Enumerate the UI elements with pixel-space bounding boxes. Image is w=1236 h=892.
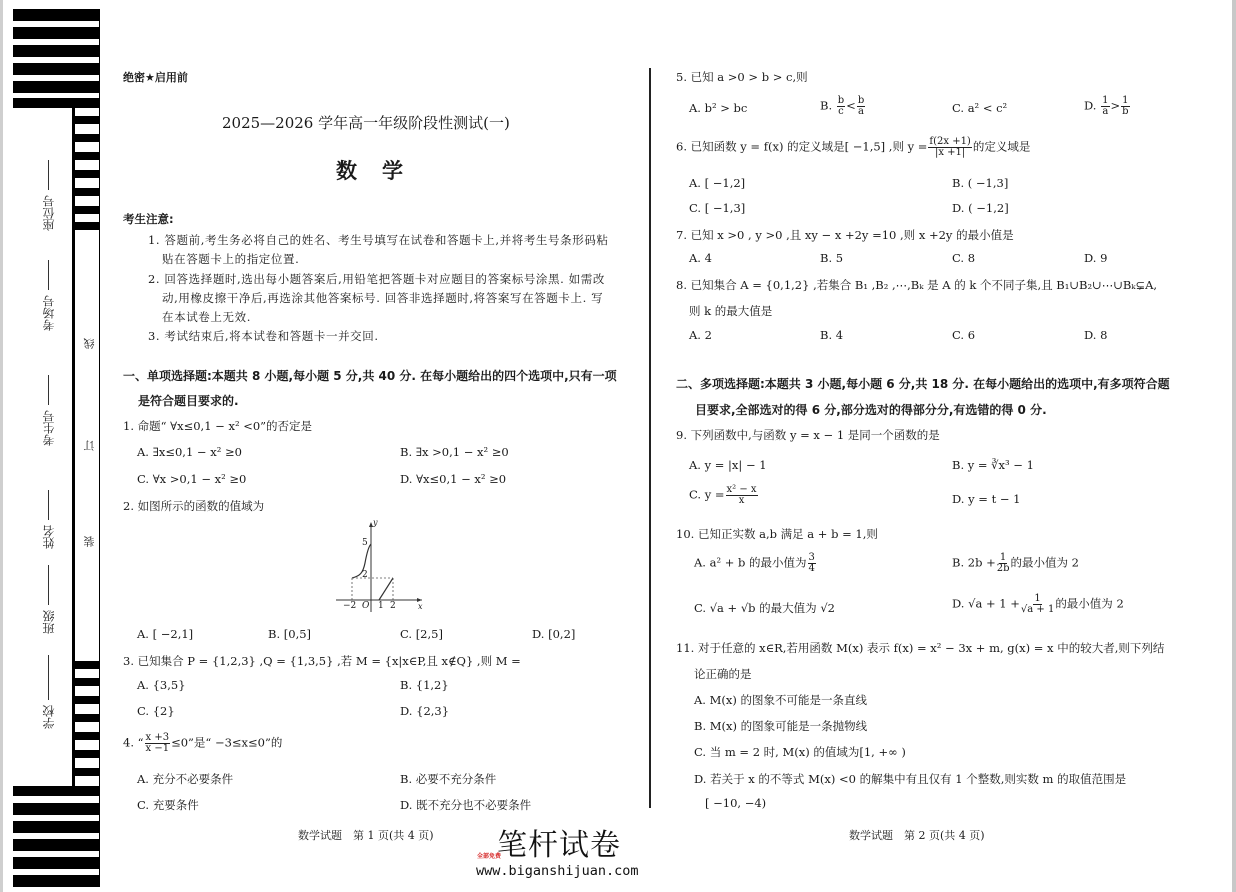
- page-edge-left: [0, 0, 3, 892]
- q11-option-c: C. 当 m = 2 时, M(x) 的值域为[1, +∞ ): [694, 745, 906, 759]
- q1-option-c: C. ∀x >0,1 − x² ≥0: [137, 472, 247, 486]
- q3-option-c: C. {2}: [137, 704, 175, 718]
- notice-item-2-cont: 动,用橡皮擦干净后,再选涂其他答案标号. 回答非选择题时,将答案写在答题卡上. 写: [162, 291, 604, 305]
- q2-function-graph: [334, 518, 426, 614]
- notice-item-1-cont: 贴在答题卡上的指定位置.: [162, 252, 300, 266]
- graph-x-label: x: [418, 602, 423, 611]
- q5-option-a: A. b² > bc: [689, 101, 748, 115]
- q5-option-b: B. $\frac{b}{c}$ < $\frac{b}{a}$: [820, 95, 865, 117]
- section1-heading: 一、单项选择题:本题共 8 小题,每小题 5 分,共 40 分. 在每小题给出的四个选项中,只有一项: [123, 369, 617, 383]
- subject-title: 数 学: [336, 159, 405, 183]
- q7-stem: 7. 已知 x >0 , y >0 ,且 xy − x +2y =10 ,则 x +2y 的最小值是: [676, 228, 1014, 242]
- q2-option-b: B. [0,5]: [268, 627, 312, 641]
- q9-stem: 9. 下列函数中,与函数 y = x − 1 是同一个函数的是: [676, 428, 940, 442]
- school-blank-line[interactable]: [48, 655, 49, 700]
- watermark-tag: 全部免费: [477, 853, 502, 860]
- q2-option-c: C. [2,5]: [400, 627, 443, 641]
- q7-option-c: C. 8: [952, 251, 976, 265]
- q2-stem: 2. 如图所示的函数的值域为: [123, 499, 265, 513]
- column-divider: [649, 68, 651, 808]
- graph-origin: O: [362, 601, 370, 611]
- q11-option-b: B. M(x) 的图象可能是一条抛物线: [694, 719, 868, 733]
- q4-option-b: B. 必要不充分条件: [400, 772, 497, 786]
- page-2-footer: 数学试题 第 2 页(共 4 页): [849, 829, 985, 842]
- q7-option-a: A. 4: [689, 251, 712, 265]
- q9-option-b: B. y = ∛x³ − 1: [952, 458, 1034, 472]
- q11-option-d-cont: [ −10, −4): [705, 796, 767, 810]
- q2-option-a: A. [ −2,1]: [137, 627, 194, 641]
- q8-stem-cont: 则 k 的最大值是: [689, 304, 773, 318]
- graph-y-tick-2: 2: [362, 570, 368, 580]
- q5-option-d: D. $\frac{1}{a}$ > $\frac{1}{b}$: [1084, 95, 1129, 117]
- notice-item-1: 1. 答题前,考生务必将自己的姓名、考生号填写在试卷和答题卡上,并将考生号条形码粘: [148, 233, 609, 247]
- q1-stem: 1. 命题“ ∀x≤0,1 − x² <0”的否定是: [123, 419, 313, 433]
- q4-stem: 4. “ $\frac{x +3}{x -1}$ ≤0”是“ −3≤x≤0”的: [123, 732, 283, 754]
- q6-option-b: B. ( −1,3]: [952, 176, 1009, 190]
- q4-option-d: D. 既不充分也不必要条件: [400, 798, 532, 812]
- page-1-footer: 数学试题 第 1 页(共 4 页): [298, 829, 434, 842]
- q10-option-a: A. a² + b 的最小值为 $\frac{3}{4}$: [694, 552, 815, 574]
- q8-option-a: A. 2: [689, 328, 712, 342]
- school-label: 学校: [42, 705, 56, 729]
- q10-stem: 10. 已知正实数 a,b 满足 a + b = 1,则: [676, 527, 878, 541]
- section1-heading-cont: 是符合题目要求的.: [138, 394, 239, 408]
- q3-option-b: B. {1,2}: [400, 678, 449, 692]
- q7-option-b: B. 5: [820, 251, 844, 265]
- q4-option-a: A. 充分不必要条件: [137, 772, 234, 786]
- binding-mark-staple: 订: [83, 440, 96, 451]
- q5-option-c: C. a² < c²: [952, 101, 1008, 115]
- name-label: 姓名: [42, 525, 56, 549]
- scrollbar[interactable]: [1232, 0, 1236, 892]
- notice-item-3: 3. 考试结束后,将本试卷和答题卡一并交回.: [148, 329, 379, 343]
- q6-stem: 6. 已知函数 y = f(x) 的定义域是[ −1,5] ,则 y = $\frac{f(2x +1)}{|x +1|}$ 的定义域是: [676, 136, 1031, 158]
- q11-option-d: D. 若关于 x 的不等式 M(x) <0 的解集中有且仅有 1 个整数,则实数 m 的取值范围是: [694, 772, 1127, 786]
- q1-option-b: B. ∃x >0,1 − x² ≥0: [400, 445, 509, 459]
- graph-x-tick-1: 1: [378, 601, 384, 611]
- seat-blank-line[interactable]: [48, 160, 49, 190]
- q10-option-b: B. 2b + $\frac{1}{2b}$ 的最小值为 2: [952, 552, 1079, 574]
- graph-x-tick-2: 2: [390, 601, 396, 611]
- q8-option-b: B. 4: [820, 328, 844, 342]
- exam-title: 2025—2026 学年高一年级阶段性测试(一): [222, 114, 510, 132]
- q11-option-a: A. M(x) 的图象不可能是一条直线: [694, 693, 868, 707]
- watermark-url[interactable]: www.biganshijuan.com: [476, 863, 639, 879]
- q11-stem-cont: 论正确的是: [694, 667, 752, 681]
- q1-option-d: D. ∀x≤0,1 − x² ≥0: [400, 472, 507, 486]
- q6-option-c: C. [ −1,3]: [689, 201, 746, 215]
- q4-fraction: $\frac{x +3}{x -1}$: [145, 732, 170, 754]
- q6-option-d: D. ( −1,2]: [952, 201, 1009, 215]
- q8-option-c: C. 6: [952, 328, 976, 342]
- binding-mark-line: 线: [83, 338, 96, 349]
- notice-item-2-cont2: 在本试卷上无效.: [162, 310, 251, 324]
- q8-option-d: D. 8: [1084, 328, 1108, 342]
- q7-option-d: D. 9: [1084, 251, 1108, 265]
- q9-option-c: C. y = $\frac{\text{x² − x}}{x}$: [689, 484, 757, 506]
- watermark-brand: 笔杆试卷: [497, 828, 621, 863]
- q1-option-a: A. ∃x≤0,1 − x² ≥0: [137, 445, 242, 459]
- q2-option-d: D. [0,2]: [532, 627, 576, 641]
- notice-item-2: 2. 回答选择题时,选出每小题答案后,用铅笔把答题卡对应题目的答案标号涂黑. 如需改: [148, 272, 605, 286]
- q10-option-d: D. √a + 1 + $\frac{1}{√a + 1}$ 的最小值为 2: [952, 593, 1124, 615]
- notice-title: 考生注意:: [123, 212, 174, 226]
- q8-stem: 8. 已知集合 A = {0,1,2} ,若集合 B₁ ,B₂ ,⋯,Bₖ 是 A 的 k 个不同子集,且 B₁∪B₂∪⋯∪Bₖ⊊A,: [676, 278, 1158, 292]
- class-blank-line[interactable]: [48, 565, 49, 605]
- q3-option-d: D. {2,3}: [400, 704, 450, 718]
- room-blank-line[interactable]: [48, 260, 49, 290]
- q11-stem: 11. 对于任意的 x∈R,若用函数 M(x) 表示 f(x) = x² − 3x + m, g(x) = x 中的较大者,则下列结: [676, 641, 1165, 655]
- q5-stem: 5. 已知 a >0 > b > c,则: [676, 70, 808, 84]
- q10-option-c: C. √a + √b 的最大值为 √2: [694, 601, 835, 615]
- section2-heading: 二、多项选择题:本题共 3 小题,每小题 6 分,共 18 分. 在每小题给出的选项中,有多项符合题: [676, 377, 1170, 391]
- binding-mark-bind: 装: [83, 536, 96, 547]
- section2-heading-cont: 目要求,全部选对的得 6 分,部分选对的得部分分,有选错的得 0 分.: [695, 403, 1047, 417]
- exam-number-label: 考生号: [42, 410, 56, 446]
- graph-x-tick-neg2: −2: [343, 601, 357, 611]
- q4-option-c: C. 充要条件: [137, 798, 199, 812]
- exam-number-blank-line[interactable]: [48, 375, 49, 405]
- q3-stem: 3. 已知集合 P = {1,2,3} ,Q = {1,3,5} ,若 M = {x|x∈P,且 x∉Q} ,则 M =: [123, 654, 521, 668]
- graph-y-tick-5: 5: [362, 538, 368, 548]
- seat-number-label: 座位号: [42, 195, 56, 231]
- q9-option-d: D. y = t − 1: [952, 492, 1021, 506]
- q3-option-a: A. {3,5}: [137, 678, 186, 692]
- room-number-label: 考场号: [42, 295, 56, 331]
- confidential-label: 绝密★启用前: [123, 71, 188, 84]
- class-label: 班级: [42, 610, 56, 634]
- q9-option-a: A. y = |x| − 1: [689, 458, 767, 472]
- graph-y-label: y: [373, 518, 378, 527]
- q6-option-a: A. [ −1,2]: [689, 176, 746, 190]
- name-blank-line[interactable]: [48, 490, 49, 520]
